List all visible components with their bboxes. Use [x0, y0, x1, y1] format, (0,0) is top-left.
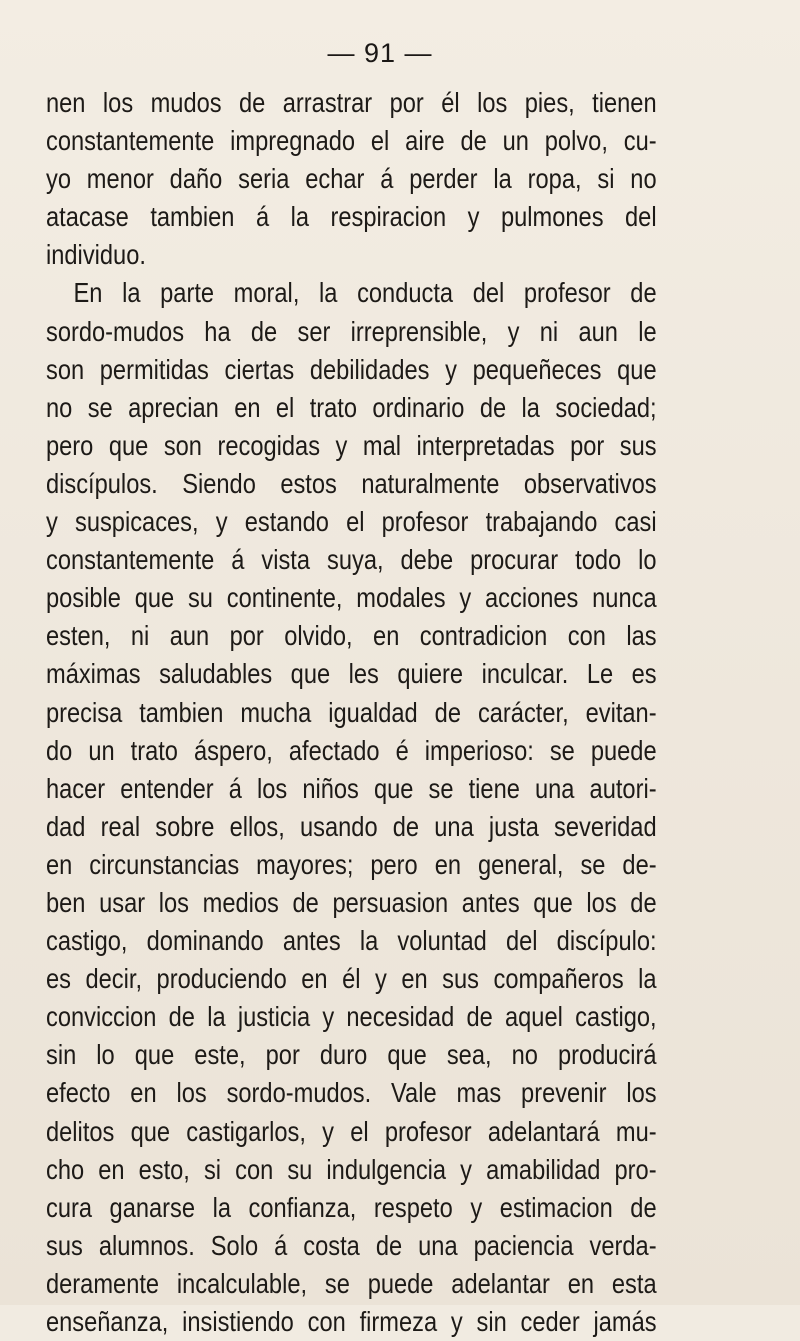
text-line: precisa tambien mucha igualdad de carácter, evitan-	[46, 696, 657, 728]
text-line: pero que son recogidas y mal interpretadas por sus	[46, 429, 657, 461]
text-line: atacase tambien á la respiracion y pulmones del	[46, 201, 657, 233]
body-text	[46, 84, 657, 1341]
text-line: ben usar los medios de persuasion antes que los de	[46, 886, 657, 918]
text-line: individuo.	[46, 239, 146, 271]
text-line: sus alumnos. Solo á costa de una paciencia verda-	[46, 1229, 657, 1261]
page-number: — 91 —	[327, 38, 433, 68]
text-line: posible que su continente, modales y acciones nunca	[46, 582, 657, 614]
text-line: hacer entender á los niños que se tiene una autori-	[46, 772, 657, 804]
text-line: sin lo que este, por duro que sea, no producirá	[46, 1039, 657, 1071]
text-line: constantemente á vista suya, debe procurar todo lo	[46, 544, 657, 576]
text-line: cho en esto, si con su indulgencia y amabilidad pro-	[46, 1153, 657, 1185]
text-line: sordo-mudos ha de ser irreprensible, y ni aun le	[46, 315, 657, 347]
text-line: efecto en los sordo-mudos. Vale mas prevenir los	[46, 1077, 657, 1109]
text-line: deramente incalculable, se puede adelantar en esta	[46, 1267, 657, 1299]
text-line: conviccion de la justicia y necesidad de aquel castigo,	[46, 1001, 657, 1033]
text-line: nen los mudos de arrastrar por él los pies, tienen	[46, 87, 657, 118]
text-line: yo menor daño seria echar á perder la ropa, si no	[46, 163, 657, 195]
text-line: y suspicaces, y estando el profesor trabajando casi	[46, 506, 657, 538]
text-line: máximas saludables que les quiere inculcar. Le es	[46, 658, 657, 690]
text-line: en circunstancias mayores; pero en general, se de-	[46, 848, 657, 880]
text-line: delitos que castigarlos, y el profesor adelantará mu-	[46, 1115, 657, 1147]
text-line: En la parte moral, la conducta del profesor de	[73, 277, 657, 309]
text-line: discípulos. Siendo estos naturalmente observativos	[46, 467, 657, 499]
text-line: no se aprecian en el trato ordinario de la sociedad;	[46, 391, 657, 423]
text-line: do un trato áspero, afectado é imperioso: se puede	[46, 734, 657, 766]
text-line: cura ganarse la confianza, respeto y estimacion de	[46, 1191, 657, 1223]
text-line: castigo, dominando antes la voluntad del discípulo:	[46, 925, 657, 957]
text-line: enseñanza, insistiendo con firmeza y sin ceder jamás	[46, 1306, 657, 1337]
text-line: son permitidas ciertas debilidades y pequeñeces que	[46, 353, 657, 385]
text-line: constantemente impregnado el aire de un polvo, cu-	[46, 125, 657, 157]
text-line: dad real sobre ellos, usando de una justa severidad	[46, 810, 657, 842]
text-line: es decir, produciendo en él y en sus compañeros la	[46, 963, 657, 995]
text-line: esten, ni aun por olvido, en contradicion con las	[46, 620, 657, 652]
